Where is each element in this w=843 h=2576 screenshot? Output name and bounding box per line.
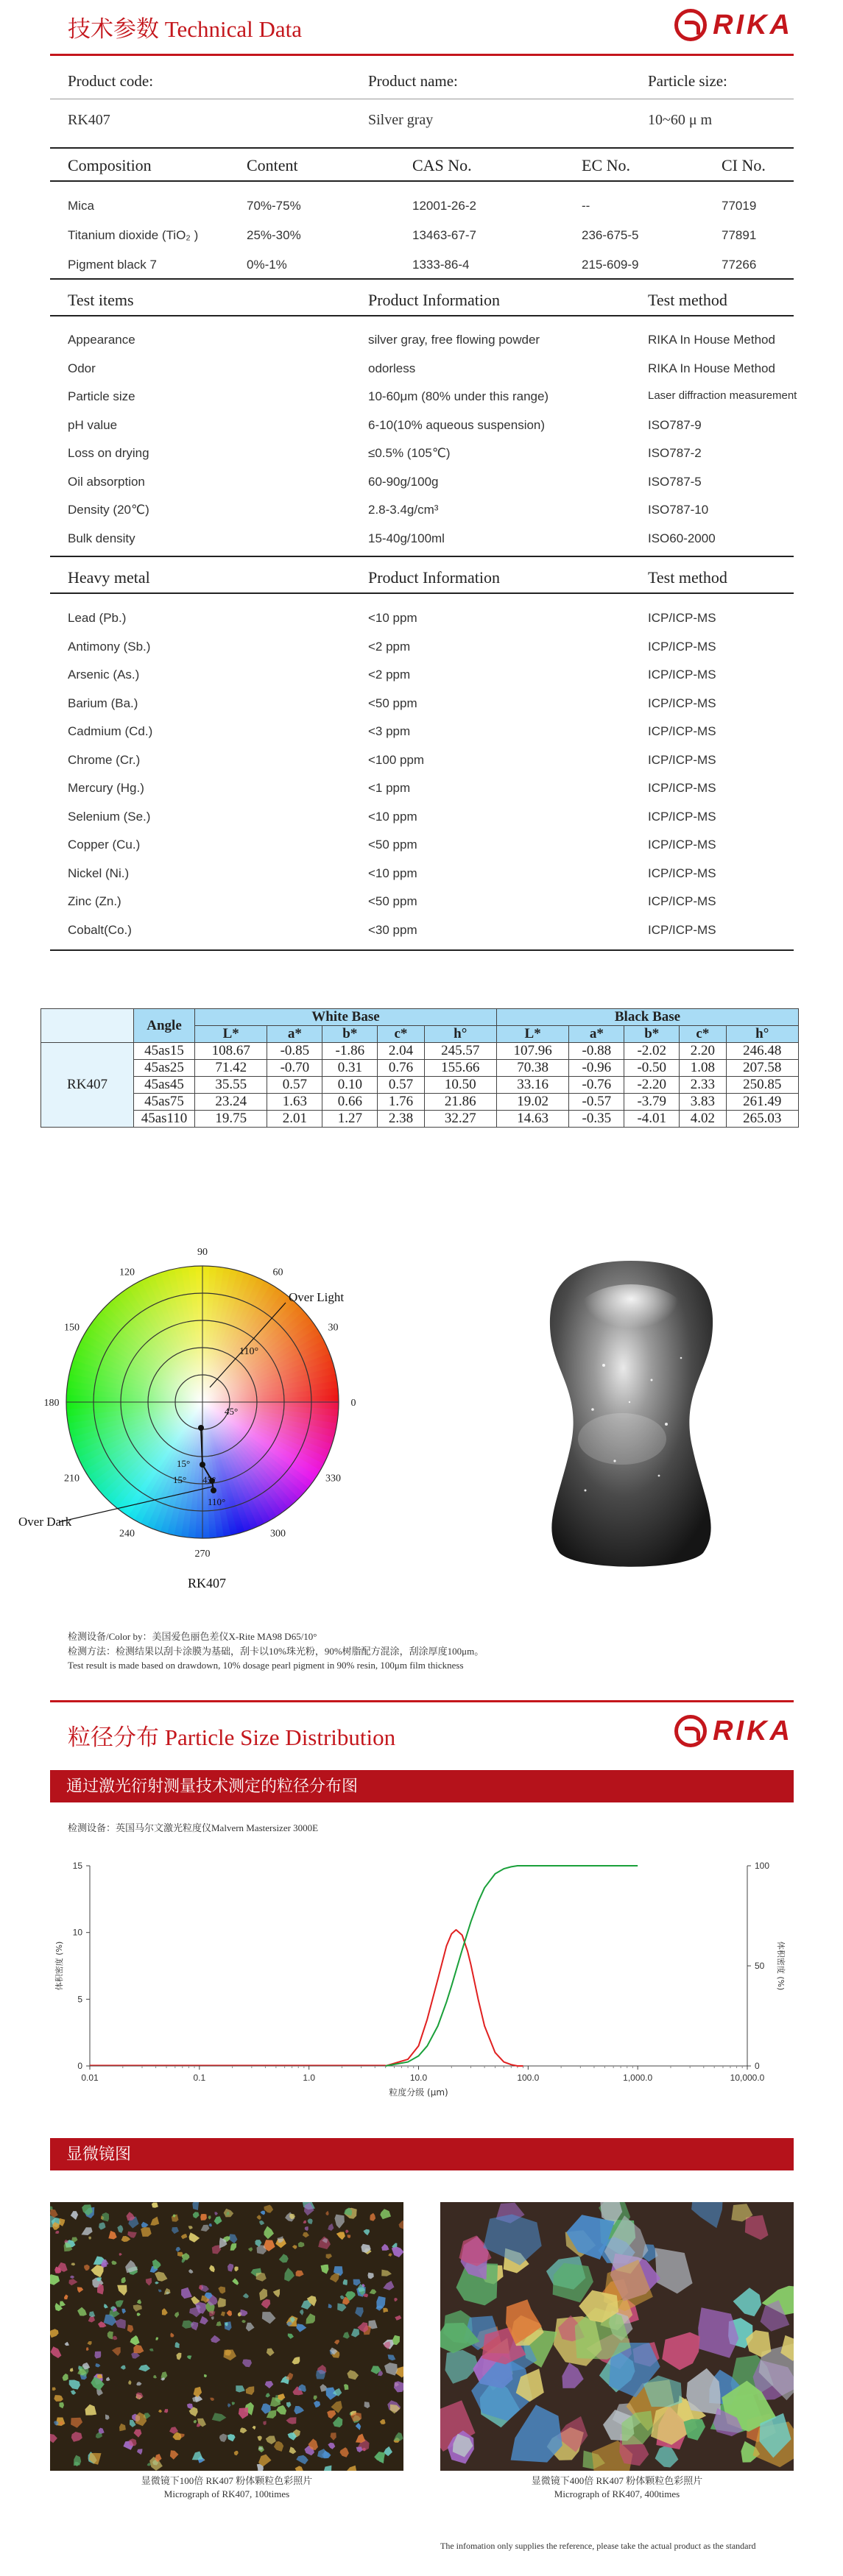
caption-en: Micrograph of RK407, 100times: [163, 2488, 290, 2499]
y-tick-label-left: 5: [77, 1994, 82, 2005]
composition-cell: 70%-75%: [247, 199, 301, 213]
composition-header: CI No.: [722, 156, 766, 174]
x-tick-label: 100.0: [517, 2073, 540, 2083]
composition-cell: Titanium dioxide (TiO₂ ): [68, 228, 199, 242]
composition-cell: 77891: [722, 228, 757, 242]
marker-45-light: 45°: [225, 1406, 239, 1417]
divider: [50, 949, 794, 951]
color-column-header: a*: [569, 1026, 624, 1043]
metal-cell: ICP/ICP-MS: [648, 752, 716, 767]
page-title: 技术参数 Technical Data: [68, 16, 303, 42]
angle-cell: 45as110: [134, 1111, 195, 1128]
marker-110-dark: 110°: [208, 1496, 226, 1507]
footer-disclaimer: The infomation only supplies the reference, please take the actual product as the standard: [440, 2541, 756, 2551]
value-cell: -4.01: [624, 1111, 680, 1128]
rika-logo-icon: [674, 1715, 707, 1747]
composition-cell: 236-675-5: [582, 228, 639, 242]
y-tick-label-right: 50: [755, 1961, 765, 1971]
metal-cell: Cadmium (Cd.): [68, 724, 153, 738]
value-cell: -3.79: [624, 1094, 680, 1111]
test-header: Test method: [648, 291, 727, 309]
value-cell: -0.70: [267, 1060, 322, 1077]
color-wheel-chart: [15, 1244, 398, 1604]
metal-cell: <1 ppm: [368, 781, 411, 795]
metal-cell: Barium (Ba.): [68, 696, 138, 710]
test-cell: RIKA In House Method: [648, 333, 775, 347]
metal-cell: ICP/ICP-MS: [648, 809, 716, 824]
metal-cell: Lead (Pb.): [68, 611, 127, 625]
value-cell: -0.96: [569, 1060, 624, 1077]
composition-cell: 0%-1%: [247, 258, 287, 272]
wheel-angle-label: 270: [194, 1549, 211, 1560]
angle-cell: 45as25: [134, 1060, 195, 1077]
rika-logo-text: RIKA: [713, 9, 793, 40]
color-column-header: c*: [378, 1026, 424, 1043]
test-cell: ISO60-2000: [648, 531, 716, 545]
value-cell: 0.10: [322, 1077, 378, 1094]
metal-cell: <10 ppm: [368, 866, 417, 880]
value-cell: 261.49: [726, 1094, 798, 1111]
corner-cell: [41, 1009, 134, 1043]
y-tick-label-left: 10: [72, 1927, 82, 1938]
metal-cell: <10 ppm: [368, 611, 417, 625]
test-cell: Appearance: [68, 333, 135, 347]
divider: [50, 556, 794, 557]
composition-cell: 1333-86-4: [412, 258, 470, 272]
product-code-cell: RK407: [41, 1043, 134, 1128]
metal-cell: Mercury (Hg.): [68, 781, 144, 795]
series-density-line: [386, 1930, 523, 2066]
product-name: Silver gray: [368, 112, 434, 128]
test-cell: 10-60μm (80% under this range): [368, 389, 549, 403]
value-cell: 0.66: [322, 1094, 378, 1111]
value-cell: -0.85: [267, 1043, 322, 1060]
metal-cell: Selenium (Se.): [68, 809, 151, 824]
table-row: [41, 1077, 799, 1094]
marker-110-light: 110°: [239, 1346, 259, 1357]
metal-header: Product Information: [368, 568, 501, 587]
composition-cell: Mica: [68, 199, 94, 213]
angle-cell: 45as45: [134, 1077, 195, 1094]
x-tick-label: 1.0: [303, 2073, 316, 2083]
value-cell: 21.86: [424, 1094, 496, 1111]
test-cell: Bulk density: [68, 531, 135, 545]
wheel-angle-label: 180: [43, 1398, 60, 1409]
over-dark-label: Over Dark: [18, 1515, 72, 1529]
color-column-header: h°: [424, 1026, 496, 1043]
psd-device: 检测设备：英国马尔文激光粒度仪Malvern Mastersizer 3000E: [68, 1822, 319, 1833]
value-cell: 245.57: [424, 1043, 496, 1060]
test-cell: 2.8-3.4g/cm³: [368, 503, 439, 517]
x-tick-label: 1,000.0: [623, 2073, 653, 2083]
metal-cell: ICP/ICP-MS: [648, 922, 716, 937]
value-cell: -0.50: [624, 1060, 680, 1077]
divider: [50, 180, 794, 182]
test-cell: pH value: [68, 417, 118, 432]
composition-cell: Pigment black 7: [68, 258, 157, 272]
wheel-angle-label: 210: [63, 1473, 80, 1485]
metal-cell: Antimony (Sb.): [68, 639, 151, 654]
wheel-angle-label: 30: [328, 1322, 339, 1334]
product-code-label: Product code:: [68, 72, 154, 90]
test-cell: Laser diffraction measurement: [648, 389, 797, 402]
composition-header: EC No.: [582, 156, 630, 174]
color-measurement-table: [40, 1008, 799, 1128]
value-cell: 1.08: [680, 1060, 726, 1077]
value-cell: 19.75: [195, 1111, 267, 1128]
test-cell: Density (20℃): [68, 503, 149, 517]
metal-cell: <100 ppm: [368, 752, 425, 767]
y-axis-label-left: 体积密度 (%): [54, 1941, 64, 1991]
metal-cell: ICP/ICP-MS: [648, 611, 716, 625]
angle-header: Angle: [134, 1009, 195, 1043]
rika-logo-icon: [674, 9, 707, 41]
header-rule: [50, 54, 794, 56]
micro-band: 显微镜图: [50, 2138, 794, 2170]
wheel-angle-label: 120: [119, 1267, 135, 1278]
psd-band: 通过激光衍射测量技术测定的粒径分布图: [50, 1770, 794, 1802]
metal-cell: <50 ppm: [368, 894, 417, 908]
color-column-header: b*: [322, 1026, 378, 1043]
value-cell: 0.76: [378, 1060, 424, 1077]
value-cell: -0.76: [569, 1077, 624, 1094]
value-cell: 23.24: [195, 1094, 267, 1111]
composition-header: Content: [247, 156, 298, 174]
metal-cell: ICP/ICP-MS: [648, 668, 716, 682]
measure-method-note: 检测方法：检测结果以刮卡涂膜为基础，刮卡以10%珠光粉，90%树脂配方混涂，刮涂厚度100μm。: [68, 1646, 484, 1657]
particle-size: 10~60 μ m: [648, 112, 713, 128]
test-cell: 6-10(10% aqueous suspension): [368, 417, 546, 432]
micrograph-400x: [440, 2202, 794, 2471]
test-cell: ISO787-2: [648, 446, 702, 460]
metal-cell: <50 ppm: [368, 838, 417, 852]
composition-cell: 77266: [722, 258, 757, 272]
value-cell: 2.04: [378, 1043, 424, 1060]
wheel-angle-label: 0: [350, 1398, 356, 1409]
x-tick-label: 0.01: [81, 2073, 99, 2083]
value-cell: 3.83: [680, 1094, 726, 1111]
wheel-angle-label: 330: [325, 1473, 342, 1485]
test-cell: Oil absorption: [68, 474, 145, 489]
rika-logo: [674, 9, 793, 41]
value-cell: 19.02: [496, 1094, 568, 1111]
over-light-label: Over Light: [289, 1290, 345, 1304]
psd-title: 粒径分布 Particle Size Distribution: [68, 1724, 396, 1750]
metal-cell: <10 ppm: [368, 809, 417, 824]
metal-cell: ICP/ICP-MS: [648, 696, 716, 710]
series-cumulative-line: [386, 1866, 638, 2066]
value-cell: -0.88: [569, 1043, 624, 1060]
divider: [50, 147, 794, 149]
value-cell: 70.38: [496, 1060, 568, 1077]
metal-cell: ICP/ICP-MS: [648, 639, 716, 654]
value-cell: 2.20: [680, 1043, 726, 1060]
value-cell: 1.63: [267, 1094, 322, 1111]
metal-cell: Arsenic (As.): [68, 668, 140, 682]
product-name-label: Product name:: [368, 72, 458, 90]
test-cell: ISO787-9: [648, 417, 702, 432]
x-tick-label: 10.0: [409, 2073, 428, 2083]
value-cell: 246.48: [726, 1043, 798, 1060]
metal-header: Test method: [648, 568, 727, 587]
value-cell: -2.02: [624, 1043, 680, 1060]
value-cell: -2.20: [624, 1077, 680, 1094]
divider: [50, 592, 794, 594]
micrograph-400x-caption: [440, 2474, 794, 2501]
value-cell: 0.31: [322, 1060, 378, 1077]
test-cell: RIKA In House Method: [648, 361, 775, 375]
color-column-header: c*: [680, 1026, 726, 1043]
composition-cell: 13463-67-7: [412, 228, 476, 242]
wheel-angle-label: 240: [119, 1528, 135, 1540]
color-column-header: h°: [726, 1026, 798, 1043]
caption-en: Micrograph of RK407, 400times: [554, 2488, 680, 2499]
rika-logo-text: RIKA: [713, 1715, 793, 1747]
value-cell: 35.55: [195, 1077, 267, 1094]
rika-logo-2: [674, 1715, 793, 1747]
value-cell: -1.86: [322, 1043, 378, 1060]
metal-cell: Cobalt(Co.): [68, 922, 132, 937]
pigment-flake: [94, 2352, 101, 2359]
metal-cell: ICP/ICP-MS: [648, 838, 716, 852]
test-cell: ISO787-5: [648, 474, 702, 489]
marker-15-a: 15°: [177, 1458, 191, 1469]
y-tick-label-left: 15: [72, 1861, 82, 1871]
value-cell: 207.58: [726, 1060, 798, 1077]
test-header: Product Information: [368, 291, 501, 309]
value-cell: 0.57: [267, 1077, 322, 1094]
black-base-header: Black Base: [496, 1009, 798, 1026]
value-cell: 1.76: [378, 1094, 424, 1111]
value-cell: 14.63: [496, 1111, 568, 1128]
micrograph-100x: [50, 2202, 403, 2471]
test-cell: ≤0.5% (105℃): [368, 446, 451, 460]
caption-cn: 显微镜下100倍 RK407 粉体颗粒色彩照片: [141, 2475, 313, 2486]
color-column-header: b*: [624, 1026, 680, 1043]
color-column-header: a*: [267, 1026, 322, 1043]
sample-chip-image: [534, 1255, 729, 1571]
y-tick-label-right: 0: [755, 2061, 760, 2071]
metal-cell: ICP/ICP-MS: [648, 781, 716, 795]
value-cell: -0.35: [569, 1111, 624, 1128]
table-row: [41, 1111, 799, 1128]
x-axis-label: 粒度分级 (μm): [389, 2087, 448, 2098]
divider: [50, 315, 794, 316]
product-code: RK407: [68, 112, 110, 128]
value-cell: 33.16: [496, 1077, 568, 1094]
metal-cell: <3 ppm: [368, 724, 411, 738]
composition-cell: 12001-26-2: [412, 199, 476, 213]
y-tick-label-left: 0: [77, 2061, 82, 2071]
wheel-angle-label: 300: [270, 1528, 286, 1540]
metal-cell: Chrome (Cr.): [68, 752, 141, 767]
metal-cell: ICP/ICP-MS: [648, 724, 716, 738]
value-cell: 2.01: [267, 1111, 322, 1128]
x-tick-label: 10,000.0: [730, 2073, 765, 2083]
metal-cell: <2 ppm: [368, 668, 411, 682]
composition-header: CAS No.: [412, 156, 472, 174]
value-cell: 2.33: [680, 1077, 726, 1094]
test-cell: Loss on drying: [68, 446, 149, 460]
value-cell: 10.50: [424, 1077, 496, 1094]
table-row: [41, 1043, 799, 1060]
x-tick-label: 0.1: [193, 2073, 206, 2083]
metal-cell: Copper (Cu.): [68, 838, 141, 852]
wheel-angle-label: 90: [197, 1247, 208, 1258]
wheel-angle-label: 150: [63, 1322, 80, 1334]
metal-cell: <2 ppm: [368, 639, 411, 654]
angle-cell: 45as15: [134, 1043, 195, 1060]
metal-cell: Nickel (Ni.): [68, 866, 130, 880]
composition-cell: 77019: [722, 199, 757, 213]
value-cell: 155.66: [424, 1060, 496, 1077]
marker-15-b: 15°: [173, 1474, 187, 1485]
metal-header: Heavy metal: [68, 568, 150, 587]
metal-cell: ICP/ICP-MS: [648, 866, 716, 880]
metal-cell: Zinc (Zn.): [68, 894, 121, 908]
color-column-header: L*: [496, 1026, 568, 1043]
test-header: Test items: [68, 291, 134, 309]
value-cell: 2.38: [378, 1111, 424, 1128]
wheel-caption: RK407: [188, 1576, 227, 1590]
test-cell: ISO787-10: [648, 503, 709, 517]
test-cell: silver gray, free flowing powder: [368, 333, 540, 347]
value-cell: 1.27: [322, 1111, 378, 1128]
y-tick-label-right: 100: [755, 1861, 770, 1871]
composition-cell: --: [582, 199, 590, 213]
value-cell: 250.85: [726, 1077, 798, 1094]
value-cell: 71.42: [195, 1060, 267, 1077]
value-cell: 4.02: [680, 1111, 726, 1128]
value-cell: -0.57: [569, 1094, 624, 1111]
test-cell: odorless: [368, 361, 416, 375]
table-row: [41, 1060, 799, 1077]
measure-device-note: 检测设备/Color by：美国爱色丽色差仪X-Rite MA98 D65/10°: [68, 1631, 317, 1642]
test-cell: 15-40g/100ml: [368, 531, 445, 545]
value-cell: 0.57: [378, 1077, 424, 1094]
marker-45-dark: 45°: [202, 1474, 216, 1485]
metal-cell: <30 ppm: [368, 922, 417, 937]
color-column-header: L*: [195, 1026, 267, 1043]
y-axis-label-right: 体积密度 (%): [776, 1941, 786, 1991]
micrograph-100x-caption: [50, 2474, 403, 2501]
test-cell: Particle size: [68, 389, 135, 403]
value-cell: 32.27: [424, 1111, 496, 1128]
psd-top-rule: [50, 1700, 794, 1702]
value-cell: 107.96: [496, 1043, 568, 1060]
measure-method-note-en: Test result is made based on drawdown, 10% dosage pearl pigment in 90% resin, 100μm film thickness: [68, 1660, 464, 1671]
metal-cell: <50 ppm: [368, 696, 417, 710]
table-row: [41, 1094, 799, 1111]
composition-header: Composition: [68, 156, 152, 174]
value-cell: 108.67: [195, 1043, 267, 1060]
composition-cell: 215-609-9: [582, 258, 639, 272]
particle-size-label: Particle size:: [648, 72, 727, 90]
white-base-header: White Base: [195, 1009, 497, 1026]
test-cell: 60-90g/100g: [368, 474, 439, 489]
caption-cn: 显微镜下400倍 RK407 粉体颗粒色彩照片: [531, 2475, 703, 2486]
value-cell: 265.03: [726, 1111, 798, 1128]
angle-cell: 45as75: [134, 1094, 195, 1111]
divider: [50, 278, 794, 280]
metal-cell: ICP/ICP-MS: [648, 894, 716, 908]
wheel-angle-label: 60: [272, 1267, 283, 1278]
test-cell: Odor: [68, 361, 96, 375]
particle-size-chart: [37, 1836, 817, 2116]
composition-cell: 25%-30%: [247, 228, 301, 242]
